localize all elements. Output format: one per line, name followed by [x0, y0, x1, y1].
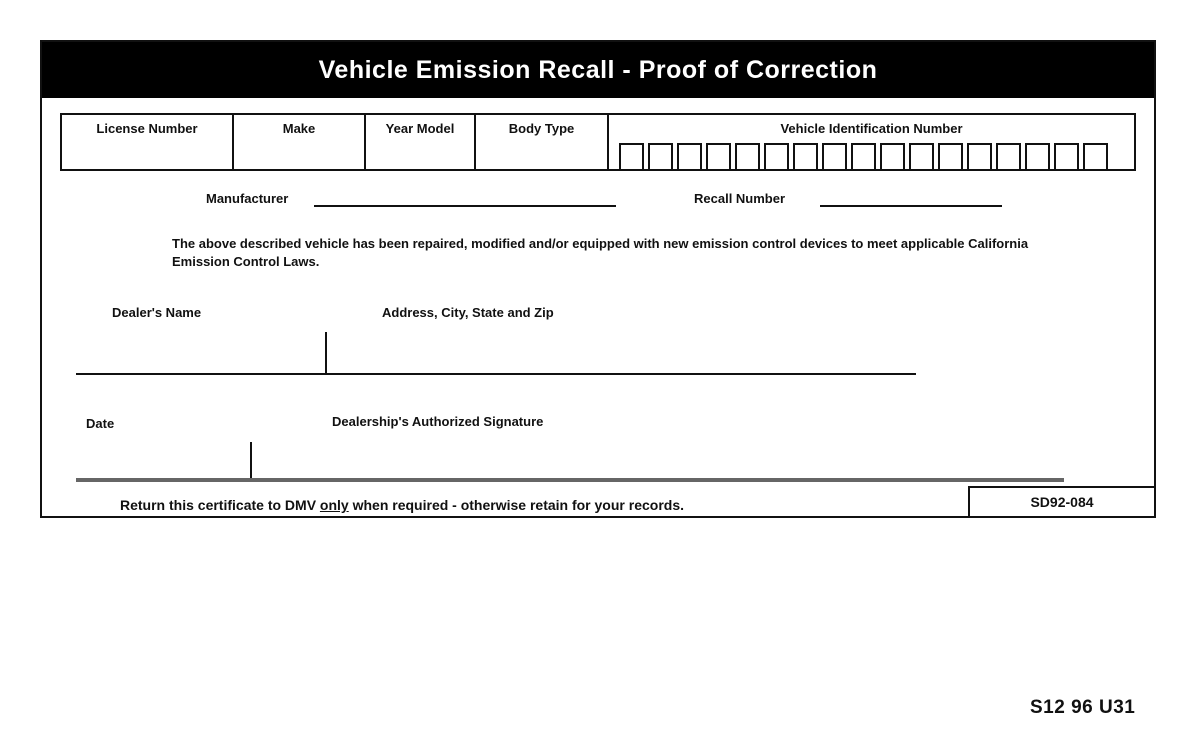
dealer-name-label: Dealer's Name [112, 305, 202, 320]
vin-cell [609, 115, 1134, 169]
body-type-cell [476, 115, 609, 169]
return-instructions-start: Return this certificate to DMV [120, 497, 320, 513]
vin-box[interactable] [822, 143, 847, 169]
vin-box[interactable] [880, 143, 905, 169]
vin-box[interactable] [1083, 143, 1108, 169]
vin-label: Vehicle Identification Number [780, 121, 963, 136]
certification-statement: The above described vehicle has been repaired, modified and/or equipped with new emission control devices to meet applicable California Emission Control Laws. [172, 236, 1029, 269]
make-cell [234, 115, 366, 169]
emphasis-only: only [319, 497, 349, 513]
make-label: Make [282, 121, 316, 136]
year-model-cell [366, 115, 476, 169]
return-instructions [120, 497, 684, 513]
body-type-label: Body Type [508, 121, 575, 136]
date-label: Date [86, 416, 115, 431]
recall-number-label: Recall Number [694, 191, 786, 206]
vin-box[interactable] [967, 143, 992, 169]
vin-box[interactable] [938, 143, 963, 169]
form-code-box: SD92-084 [968, 486, 1156, 518]
vin-box[interactable] [764, 143, 789, 169]
form-title: Vehicle Emission Recall - Proof of Correction [42, 42, 1154, 98]
dealer-address-divider [325, 332, 327, 373]
vin-box[interactable] [735, 143, 760, 169]
recall-certificate [40, 40, 1156, 518]
date-signature-divider [250, 442, 252, 480]
recall-number-field[interactable] [820, 205, 1002, 207]
license-number-label: License Number [96, 121, 198, 136]
year-model-label: Year Model [385, 121, 455, 136]
vin-box[interactable] [1025, 143, 1050, 169]
vin-box[interactable] [909, 143, 934, 169]
manufacturer-label: Manufacturer [206, 191, 289, 206]
date-signature-field[interactable] [76, 478, 1064, 482]
vin-character-boxes [619, 143, 1112, 169]
vehicle-info-table [60, 113, 1136, 171]
image-reference-code: S12 96 U31 [1030, 697, 1136, 718]
dealer-address-field[interactable] [76, 373, 916, 375]
vin-box[interactable] [648, 143, 673, 169]
vin-box[interactable] [996, 143, 1021, 169]
manufacturer-field[interactable] [314, 205, 616, 207]
vin-box[interactable] [619, 143, 644, 169]
vin-box[interactable] [677, 143, 702, 169]
vin-box[interactable] [1054, 143, 1079, 169]
license-number-cell [62, 115, 234, 169]
signature-label: Dealership's Authorized Signature [332, 414, 544, 429]
vin-box[interactable] [851, 143, 876, 169]
vin-box[interactable] [706, 143, 731, 169]
address-label: Address, City, State and Zip [382, 305, 554, 320]
vin-box[interactable] [793, 143, 818, 169]
return-instructions-end: when required - otherwise retain for your records. [348, 497, 684, 513]
